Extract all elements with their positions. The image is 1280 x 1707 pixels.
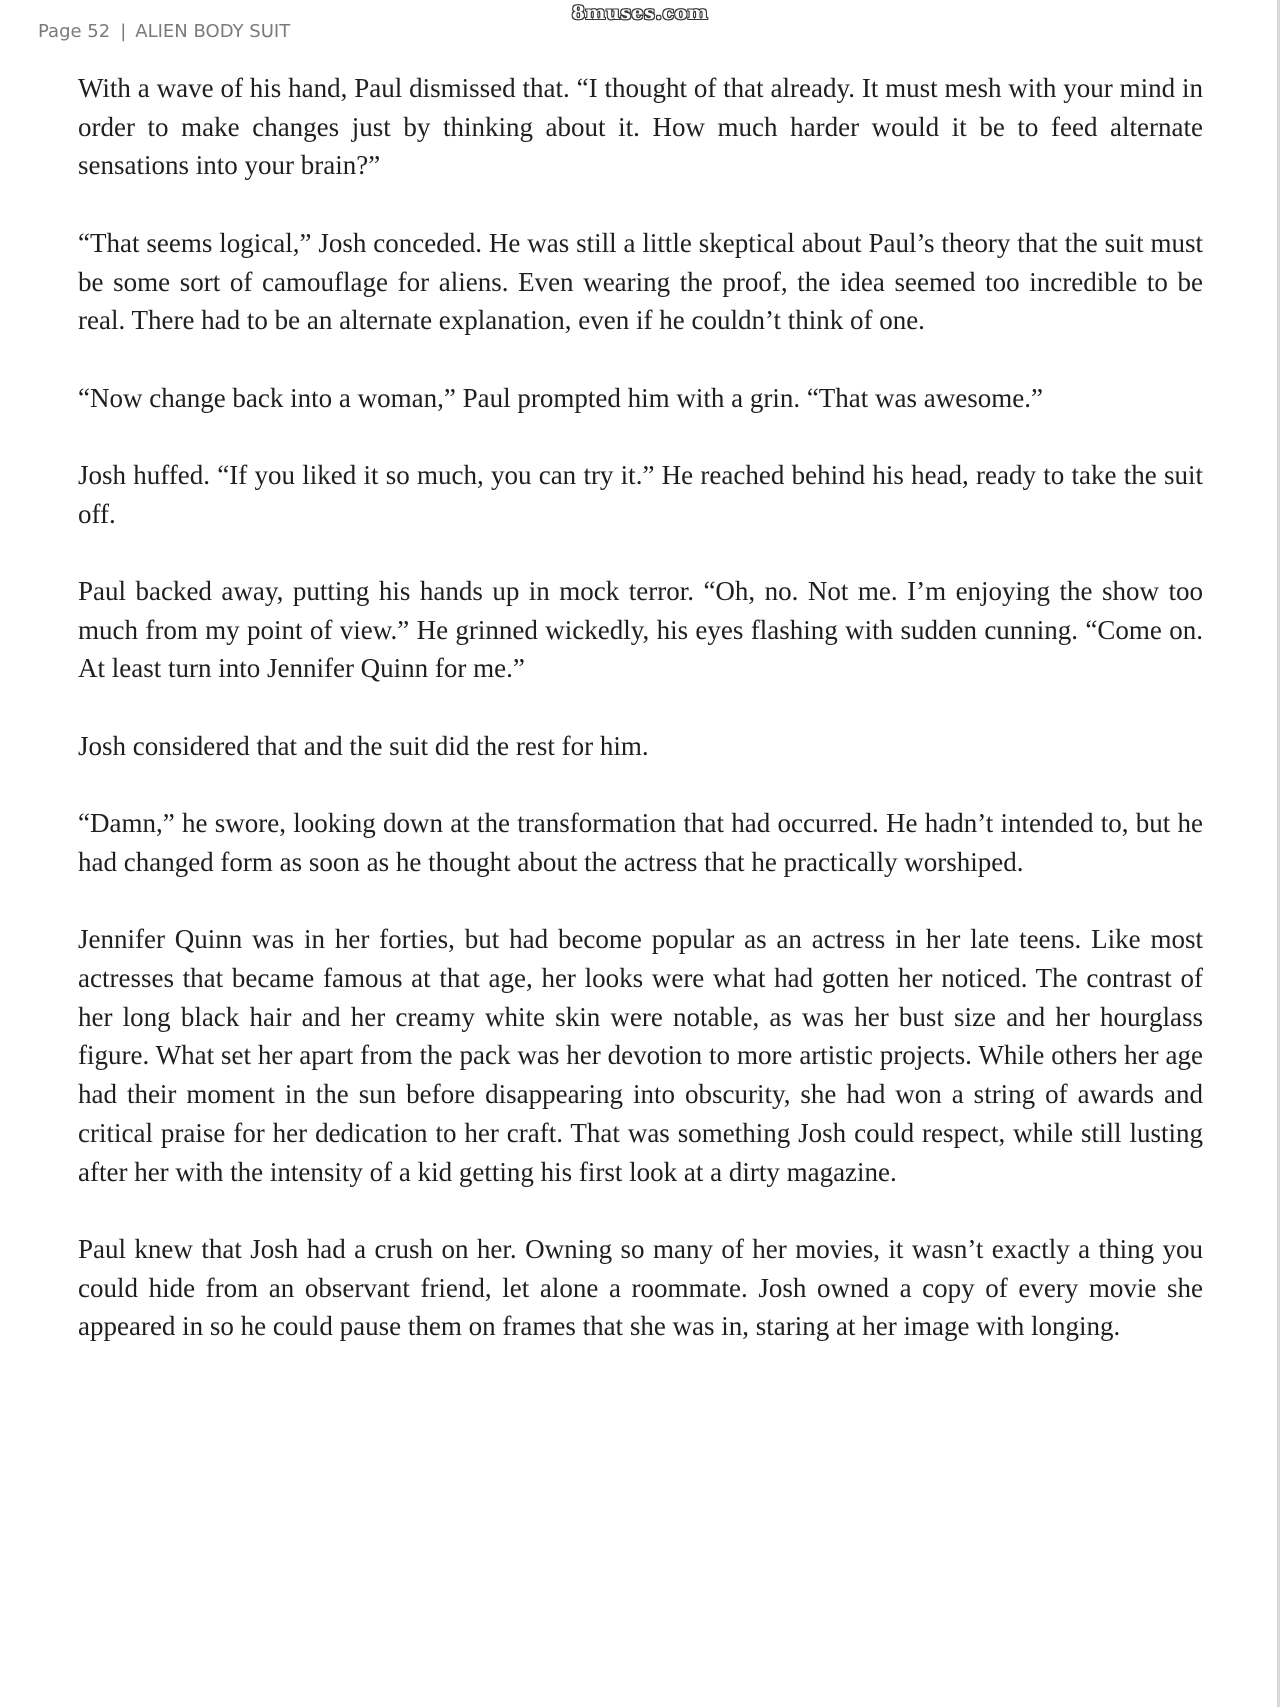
watermark: 8muses.com	[571, 2, 709, 24]
paragraph: Paul knew that Josh had a crush on her. Owning so many of her movies, it wasn’t exactly a thing you could hide from an observant friend, let alone a roommate. Josh owned a copy of every movie she appeared in so he could pause them on frames that she was in, staring at her image with longing.	[78, 1233, 1203, 1342]
paragraph: “Now change back into a woman,” Paul prompted him with a grin. “That was awesome.”	[78, 382, 1043, 413]
paragraph: “Damn,” he swore, looking down at the transformation that had occurred. He hadn’t intended to, but he had changed form as soon as he thought about the actress that he practically worshiped.	[78, 808, 1203, 877]
header-separator: |	[120, 21, 127, 42]
paragraph: With a wave of his hand, Paul dismissed that. “I thought of that already. It must mesh with your mind in order to make changes just by thinking about it. How much harder would it be to feed alternate sensations into your brain?”	[78, 73, 1203, 181]
page-number: Page 52	[38, 21, 111, 42]
paragraph: Jennifer Quinn was in her forties, but had become popular as an actress in her late teens. Like most actresses that became famous at that age, her looks were what had gotten her noticed. The contrast of her long black hair and her creamy white skin were notable, as was her bust size and her hourglass figure. What set her apart from the pack was her devotion to more artistic projects. While others her age had their moment in the sun before disappearing into obscurity, she had won a string of awards and critical praise for her dedication to her craft. That was something Josh could respect, while still lusting after her with the intensity of a kid getting his first look at a dirty magazine.	[78, 924, 1203, 1187]
book-title: ALIEN BODY SUIT	[135, 21, 291, 42]
paragraph: Josh huffed. “If you liked it so much, you can try it.” He reached behind his head, ready to take the suit off.	[78, 459, 1203, 529]
paragraph: Paul backed away, putting his hands up in mock terror. “Oh, no. Not me. I’m enjoying the show too much from my point of view.” He grinned wickedly, his eyes flashing with sudden cunning. “Come on. At least turn into Jennifer Quinn for me.”	[78, 576, 1203, 684]
paragraph: Josh considered that and the suit did the rest for him.	[78, 730, 649, 761]
paragraph: “That seems logical,” Josh conceded. He was still a little skeptical about Paul’s theory that the suit must be some sort of camouflage for aliens. Even wearing the proof, the idea seemed too incredible to be real. There had to be an alternate explanation, even if he couldn’t think of one.	[78, 227, 1203, 336]
body-text	[78, 69, 1203, 1385]
running-head	[38, 21, 290, 42]
